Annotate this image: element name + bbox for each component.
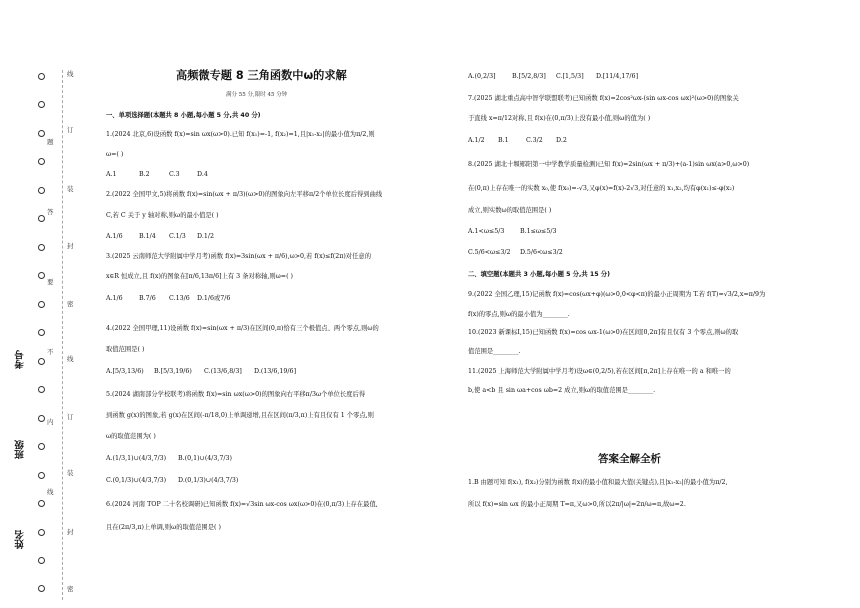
option-d[interactable]: D.5/6<ω≤3/2 [520, 249, 563, 256]
binding-hole-icon [38, 301, 45, 308]
option-d[interactable]: D.[11/4,17/6] [596, 73, 639, 80]
binding-hole-icon [38, 472, 45, 479]
answer-section-title: 答案全解全析 [598, 453, 661, 465]
margin-seal-char: 线 [67, 355, 74, 363]
option-d[interactable]: D.2 [556, 137, 567, 144]
option-a[interactable]: A.(1/3,1)∪(4/3,7/3) [106, 455, 167, 462]
option-c[interactable]: C.(13/6,8/3] [204, 368, 242, 375]
question-line: f(x)的零点,则ω的最小值为________. [468, 311, 570, 318]
option-b[interactable]: B.1 [498, 137, 509, 144]
question-line: 值范围是________. [468, 348, 521, 355]
question-line: 于直线 x=π/12对称,且 f(x)在(0,π/3)上没有最小值,则ω的值为( ) [468, 115, 651, 122]
binding-hole-icon [38, 500, 45, 507]
option-d[interactable]: D.(0,1/3)∪(4/3,7/3) [178, 477, 239, 484]
binding-hole-icon [38, 386, 45, 393]
question-line: 9.(2022 全国乙理,15)记函数 f(x)=cos(ωx+φ)(ω>0,0<φ<π)的最小正周期为 T.若 f(T)=√3/2,x=π/9为 [468, 291, 766, 298]
page-subtitle: 满分 55 分,限时 45 分钟 [226, 92, 288, 98]
option-c[interactable]: C.3/2 [526, 137, 543, 144]
option-b[interactable]: B.(0,1)∪(4/3,7/3) [178, 455, 233, 462]
question-line: 6.(2024 河南 TOP 二十名校调研)已知函数 f(x)=√3sin ωx-cos ωx(ω>0)在(0,π/3)上存在最值, [106, 501, 378, 508]
margin-inner-char: 题 [47, 138, 54, 146]
margin-inner-char: 不 [47, 348, 54, 356]
option-b[interactable]: B.1≤ω≤5/3 [520, 228, 557, 235]
margin-seal-char: 订 [67, 126, 74, 134]
option-c[interactable]: C.(0,1/3)∪(4/3,7/3) [106, 477, 167, 484]
binding-hole-icon [38, 358, 45, 365]
answer-line: 所以 f(x)=sin ωx 的最小正周期 T=π,又ω>0,所以2π/|ω|=2π/ω=π,故ω=2. [468, 501, 686, 508]
question-line: 5.(2024 湖南部分学校联考)将函数 f(x)=sin ωx(ω>0)的图象向右平移π/3ω个单位长度后得 [106, 391, 366, 398]
option-a[interactable]: A.(0,2/3] [468, 73, 496, 80]
margin-seal-char: 密 [67, 585, 74, 593]
question-line: 且在(2π/3,π)上单调,则ω的取值范围是( ) [106, 524, 221, 531]
margin-inner-char: 要 [47, 278, 54, 286]
binding-hole-icon [38, 529, 45, 536]
binding-hole-icon [38, 215, 45, 222]
question-line: 成立,则实数ω的取值范围是( ) [468, 207, 552, 214]
question-line: b,使 a<b 且 sin ωa+cos ωb=2 成立,则ω的取值范围是________. [468, 387, 656, 394]
question-line: 4.(2022 全国甲理,11)设函数 f(x)=sin(ωx + π/3)在区间(0,π)恰有三个极值点、两个零点,则ω的 [106, 325, 379, 332]
option-d[interactable]: D.1/6或7/6 [197, 295, 231, 302]
margin-seal-char: 密 [67, 300, 74, 308]
option-c[interactable]: C.13/6 [169, 295, 190, 302]
binding-hole-icon [38, 272, 45, 279]
binding-hole-icon [38, 244, 45, 251]
option-b[interactable]: B.2 [139, 171, 150, 178]
margin-inner-char: 线 [47, 488, 54, 496]
margin-seal-char: 装 [67, 469, 74, 477]
option-d[interactable]: D.4 [197, 171, 208, 178]
question-line: 10.(2023 新课标Ⅰ,15)已知函数 f(x)=cos ωx-1(ω>0)在区间[0,2π]有且仅有 3 个零点,则ω的取 [468, 329, 739, 336]
question-line: 在(0,π)上存在唯一的实数 x₀,使 f(x₀)=-√3,又φ(x)=f(x)-2√3,对任意的 x₁,x₂,均有φ(x₁)≤-φ(x₂) [468, 185, 735, 192]
question-line: 取值范围是( ) [106, 346, 145, 353]
option-d[interactable]: D.1/2 [197, 233, 214, 240]
answer-line: 1.B 由题可知 f(x₁), f(x₂)分别为函数 f(x)的最小值和最大值(关键点),且|x₁-x₂|的最小值为π/2, [468, 479, 728, 486]
exam-number-label: 考号 [15, 350, 26, 369]
option-b[interactable]: B.1/4 [139, 233, 156, 240]
cut-line [62, 70, 63, 600]
binding-hole-icon [38, 187, 45, 194]
question-line: 1.(2024 北京,6)设函数 f(x)=sin ωx(ω>0).已知 f(x₁)=-1, f(x₂)=1,且|x₁-x₂|的最小值为π/2,则 [106, 131, 375, 138]
option-c[interactable]: C.[1,5/3] [556, 73, 584, 80]
binding-hole-icon [38, 73, 45, 80]
option-b[interactable]: B.[5/3,19/6) [154, 368, 192, 375]
margin-seal-char: 装 [67, 185, 74, 193]
margin-seal-char: 订 [67, 413, 74, 421]
question-line: 11.(2025 上海师范大学附属中学月考)设ω∈(0,2/5),若在区间[π,2π]上存在唯一的 a 和唯一的 [468, 368, 731, 375]
margin-inner-char: 答 [47, 208, 54, 216]
margin-seal-char: 线 [67, 70, 74, 78]
option-c[interactable]: C.5/6<ω≤3/2 [468, 249, 511, 256]
section-heading: 一、单项选择题(本题共 8 小题,每小题 5 分,共 40 分) [106, 112, 261, 119]
binding-hole-icon [38, 158, 45, 165]
section-heading: 二、填空题(本题共 3 小题,每小题 5 分,共 15 分) [468, 271, 610, 278]
binding-hole-icon [38, 443, 45, 450]
binding-hole-icon [38, 415, 45, 422]
question-line: 3.(2025 云南师范大学附属中学月考)函数 f(x)=3sin(ωx + π/6),ω>0,若 f(x)≤f(2π)对任意的 [106, 253, 371, 260]
binding-hole-icon [38, 130, 45, 137]
class-label: 班级 [15, 440, 26, 459]
binding-hole-icon [38, 557, 45, 564]
margin-seal-char: 封 [67, 242, 74, 250]
option-a[interactable]: A.1/2 [468, 137, 485, 144]
question-line: 7.(2025 湖北重点高中智学联盟联考)已知函数 f(x)=2cos²ωx-(sin ωx-cos ωx)²(ω>0)的图象关 [468, 95, 739, 102]
option-d[interactable]: D.(13/6,19/6] [254, 368, 297, 375]
option-b[interactable]: B.7/6 [139, 295, 156, 302]
question-line: 2.(2022 全国甲文,5)将函数 f(x)=sin(ωx + π/3)(ω>0)的图象向左平移π/2个单位长度后得到曲线 [106, 191, 383, 198]
binding-hole-icon [38, 329, 45, 336]
question-line: 到函数 g(x)的图象,若 g(x)在区间(-π/18,0)上单调递增,且在区间(π/3,π)上有且仅有 1 个零点,则 [106, 412, 374, 419]
binding-margin [0, 0, 75, 608]
question-line: ω的取值范围为( ) [106, 433, 156, 440]
option-a[interactable]: A.1/6 [106, 233, 123, 240]
option-a[interactable]: A.1/6 [106, 295, 123, 302]
option-a[interactable]: A.1<ω≤5/3 [468, 228, 505, 235]
option-b[interactable]: B.[5/2,8/3] [512, 73, 546, 80]
option-a[interactable]: A.[5/3,13/6) [106, 368, 144, 375]
option-c[interactable]: C.3 [169, 171, 180, 178]
binding-hole-icon [38, 585, 45, 592]
page-title: 高频微专题 8 三角函数中ω的求解 [176, 69, 347, 82]
question-line: x∈R 恒成立,且 f(x)的图象在[π/6,13π/6]上有 3 条对称轴,则ω=( ) [106, 273, 294, 280]
margin-inner-char: 内 [47, 418, 54, 426]
question-line: 8.(2025 湖北十堰郧阳第一中学教学质量检测)已知 f(x)=2sin(ωx + π/3)+(a-1)sin ωx(a>0,ω>0) [468, 161, 750, 168]
option-a[interactable]: A.1 [106, 171, 117, 178]
question-line: ω=( ) [106, 151, 124, 158]
binding-hole-icon [38, 101, 45, 108]
name-label: 姓名 [15, 530, 26, 549]
margin-seal-char: 封 [67, 528, 74, 536]
option-c[interactable]: C.1/3 [169, 233, 186, 240]
question-line: C,若 C 关于 y 轴对称,则ω的最小值是( ) [106, 212, 219, 219]
